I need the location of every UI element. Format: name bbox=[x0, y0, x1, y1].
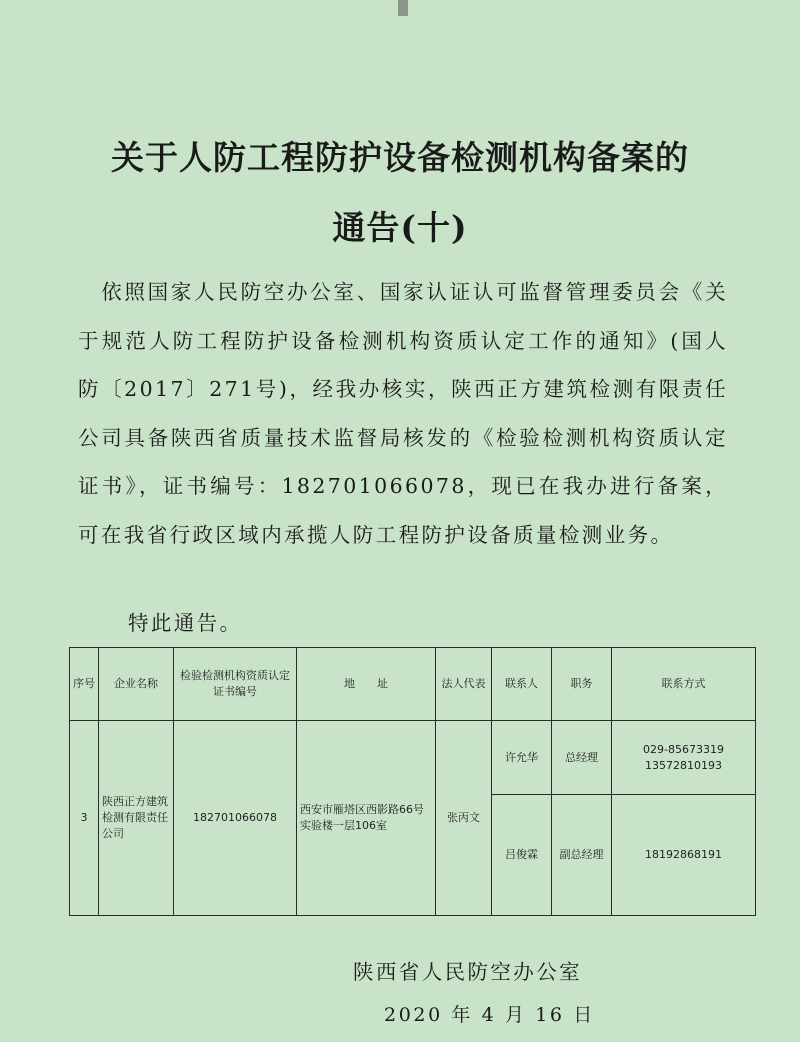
document-title-line2: 通告(十) bbox=[332, 208, 468, 247]
issue-date: 2020 年 4 月 16 日 bbox=[384, 1004, 595, 1026]
cell-contact-2-phone: 18192868191 bbox=[612, 795, 756, 916]
announcement-body: 依照国家人民防空办公室、国家认证认可监督管理委员会《关于规范人防工程防护设备检测机构资质认定工作的通知》(国人防〔2017〕271号)，经我办核实，陕西正方建筑检测有限责任公司具备陕西省质量技术监督局核发的《检验检测机构资质认定证书》，证书编号：182701066078，现已在我办进行备案，可在我省行政区域内承揽人防工程防护设备质量检测业务。 bbox=[78, 280, 728, 547]
cell-contact-1-phone bbox=[612, 721, 756, 795]
header-phone: 联系方式 bbox=[612, 648, 756, 721]
header-company: 企业名称 bbox=[99, 648, 174, 721]
header-cert: 检验检测机构资质认定证书编号 bbox=[174, 648, 297, 721]
cell-contact-1-name: 许允华 bbox=[492, 721, 552, 795]
cell-contact-2-name: 吕俊霖 bbox=[492, 795, 552, 916]
header-contact: 联系人 bbox=[492, 648, 552, 721]
cell-legal-rep: 张丙文 bbox=[436, 721, 492, 916]
contact-1-phone-1: 029-85673319 bbox=[643, 742, 724, 756]
cell-address: 西安市雁塔区西影路66号实验楼一层106室 bbox=[297, 721, 436, 916]
issuer-name: 陕西省人民防空办公室 bbox=[353, 960, 582, 984]
cell-cert: 182701066078 bbox=[174, 721, 297, 916]
cell-contact-1-position: 总经理 bbox=[552, 721, 612, 795]
announcement-closing: 特此通告。 bbox=[128, 611, 243, 635]
contact-1-phone-2: 13572810193 bbox=[645, 758, 722, 772]
table-row bbox=[70, 721, 756, 795]
cell-company: 陕西正方建筑检测有限责任公司 bbox=[99, 721, 174, 916]
header-legal-rep: 法人代表 bbox=[436, 648, 492, 721]
cell-contact-2-position: 副总经理 bbox=[552, 795, 612, 916]
header-address: 地 址 bbox=[297, 648, 436, 721]
header-position: 职务 bbox=[552, 648, 612, 721]
cell-seq: 3 bbox=[70, 721, 99, 916]
document-title-line1: 关于人防工程防护设备检测机构备案的 bbox=[111, 138, 689, 177]
top-scroll-mark bbox=[398, 0, 408, 16]
table-header-row bbox=[70, 648, 756, 721]
header-seq: 序号 bbox=[70, 648, 99, 721]
registry-table bbox=[69, 647, 756, 916]
